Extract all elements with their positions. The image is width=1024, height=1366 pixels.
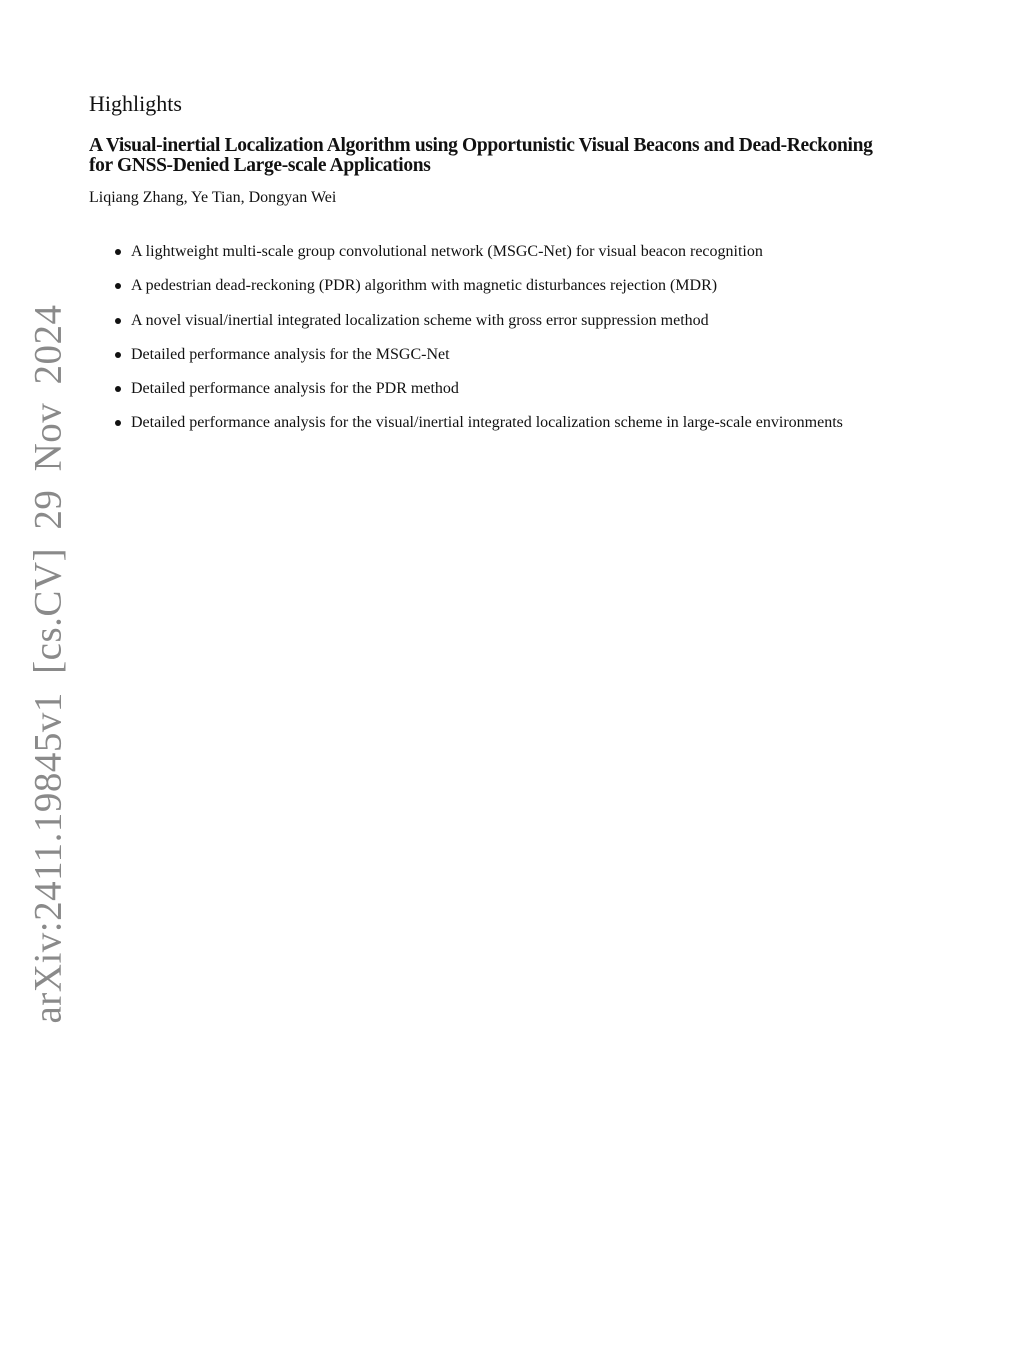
bullet-icon [115,318,121,324]
highlight-text: A novel visual/inertial integrated localization scheme with gross error suppression method [131,311,709,329]
bullet-icon [115,352,121,358]
highlights-list [89,242,959,433]
author-list: Liqiang Zhang, Ye Tian, Dongyan Wei [89,189,337,206]
highlight-item [89,413,959,433]
highlight-item [89,242,959,262]
bullet-icon [115,283,121,289]
highlight-item [89,276,959,296]
highlight-text: Detailed performance analysis for the PDR method [131,380,459,398]
highlight-item [89,379,959,399]
highlight-item [89,345,959,365]
highlight-text: A lightweight multi-scale group convolutional network (MSGC-Net) for visual beacon recognition [131,243,763,260]
section-heading: Highlights [89,91,182,116]
paper-title [89,136,959,176]
arxiv-identifier-stamp: arXiv:2411.19845v1 [cs.CV] 29 Nov 2024 [26,304,70,1024]
paper-title-line-2: for GNSS-Denied Large-scale Applications [89,155,431,176]
highlight-text: Detailed performance analysis for the visual/inertial integrated localization scheme in large-scale environments [131,414,843,432]
paper-title-line-1: A Visual-inertial Localization Algorithm using Opportunistic Visual Beacons and Dead-Reckoning [89,135,873,156]
bullet-icon [115,249,121,255]
bullet-icon [115,420,121,426]
highlight-item [89,311,959,331]
highlights-page [89,90,959,448]
bullet-icon [115,386,121,392]
highlight-text: Detailed performance analysis for the MSGC-Net [131,345,450,363]
highlight-text: A pedestrian dead-reckoning (PDR) algorithm with magnetic disturbances rejection (MDR) [131,277,718,295]
